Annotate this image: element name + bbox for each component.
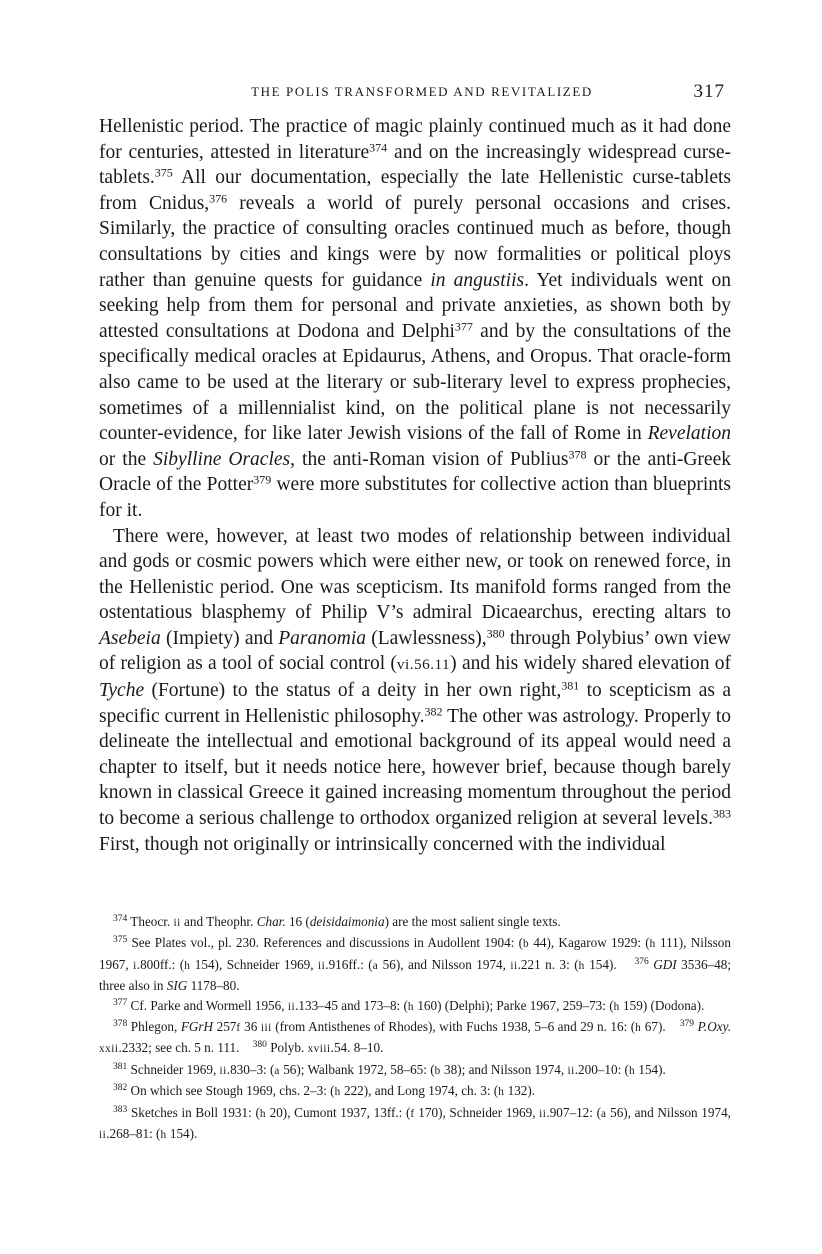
- note-text: Phlegon,: [127, 1019, 181, 1035]
- note-text: 56), and Nilsson 1974,: [606, 1104, 731, 1120]
- text-span: , the anti-Roman vision of Publius: [290, 448, 569, 470]
- note-smallcaps: h: [649, 938, 656, 951]
- footnote-ref-380[interactable]: 380: [486, 626, 505, 641]
- note-smallcaps: h: [259, 1107, 266, 1120]
- note-smallcaps: h: [160, 1129, 167, 1142]
- footnote-number: 374: [113, 913, 128, 924]
- paragraph-magic-and-oracles: [99, 114, 731, 524]
- note-italic: GDI: [653, 956, 677, 972]
- footnote-number: 382: [113, 1083, 128, 1094]
- note-text: See Plates vol., pl. 230. References and discussions in Audollent 1904: (: [127, 935, 523, 951]
- note-text: 154).: [635, 1061, 666, 1077]
- text-span: or the: [99, 448, 154, 470]
- footnote-378-380: [99, 1017, 731, 1060]
- italic-title: Sibylline Oracles: [153, 448, 291, 470]
- note-text: Sketches in Boll 1931: (: [127, 1104, 260, 1120]
- footnote-383: [99, 1103, 731, 1146]
- note-text: 36: [240, 1019, 261, 1035]
- note-text: 20), Cumont 1937, 13ff.: (: [265, 1104, 411, 1120]
- note-smallcaps: a: [274, 1064, 280, 1077]
- note-smallcaps: h: [613, 1000, 620, 1013]
- text-span: ) and his widely shared elevation of: [450, 653, 731, 675]
- footnote-ref-383[interactable]: 383: [713, 806, 731, 821]
- note-text: .200–10: (: [574, 1061, 629, 1077]
- note-text: .830–3: (: [226, 1061, 275, 1077]
- note-smallcaps: ii: [318, 959, 326, 972]
- text-span: Hellenistic period. The practice of magic plainly continued much as it had done for centuries, attested in literature: [99, 116, 731, 163]
- text-span: (Impiety) and: [160, 627, 279, 649]
- footnote-number: 376: [634, 956, 649, 967]
- note-italic: SIG: [166, 978, 188, 994]
- note-italic: P.Oxy.: [697, 1019, 732, 1035]
- text-span: and on the increasingly widespread curse-tablets.: [99, 141, 731, 189]
- note-smallcaps: f: [410, 1107, 415, 1120]
- note-smallcaps: b: [434, 1064, 441, 1077]
- italic-title: Revelation: [647, 423, 731, 445]
- note-smallcaps: ii: [99, 1129, 107, 1142]
- note-text: .268–81: (: [106, 1126, 161, 1142]
- note-text: and Theophr.: [180, 914, 257, 929]
- footnote-375-376: [99, 933, 731, 995]
- footnote-381: [99, 1060, 731, 1081]
- note-text: 154).: [584, 956, 617, 972]
- footnote-number: 375: [113, 935, 128, 946]
- note-text: 38); and Nilsson 1974,: [440, 1061, 568, 1077]
- note-smallcaps: ii: [539, 1107, 547, 1120]
- footnote-377: [99, 996, 731, 1017]
- note-text: 170), Schneider 1969,: [414, 1104, 540, 1120]
- note-smallcaps: ii: [567, 1064, 575, 1077]
- note-smallcaps: ii: [510, 959, 518, 972]
- note-smallcaps: a: [600, 1107, 607, 1120]
- text-span: to scepticism as a specific current in Hellenistic philosophy.: [99, 680, 731, 727]
- note-text: Cf. Parke and Wormell 1956,: [127, 997, 288, 1013]
- note-smallcaps: ii: [219, 1064, 227, 1077]
- footnote-number: 381: [113, 1061, 128, 1072]
- note-text: 222), and Long 1974, ch. 3: (: [340, 1083, 499, 1099]
- note-text: 1178–80.: [187, 978, 240, 994]
- note-smallcaps: h: [578, 959, 585, 972]
- italic-term: Paranomia: [278, 627, 366, 649]
- note-text: 154), Schneider 1969,: [190, 956, 319, 972]
- note-italic: FGrH: [180, 1019, 214, 1035]
- text-span: All our documentation, especially the late Hellenistic curse-tablets from Cnidus,: [99, 167, 731, 214]
- note-smallcaps: h: [407, 1000, 415, 1013]
- footnote-ref-376[interactable]: 376: [209, 191, 228, 206]
- note-text: 132).: [504, 1083, 536, 1099]
- footnote-ref-377[interactable]: 377: [454, 319, 473, 334]
- note-text: (from Antisthenes of Rhodes), with Fuchs 1938, 5–6 and 29 n. 16: (: [271, 1019, 636, 1035]
- footnote-ref-374[interactable]: 374: [369, 140, 388, 154]
- text-span: (Fortune) to the status of a deity in her own right,: [144, 680, 562, 702]
- note-text: 3536–48; three also in: [99, 956, 731, 994]
- note-text: 16 (: [285, 914, 310, 929]
- text-span: reveals a world of purely personal occasions and crises. Similarly, the practice of consulting oracles continued much as before, though consultations by cities and kings were by now formalities or political ploys rather than genuine quests for guidance: [99, 192, 731, 291]
- note-text: 44), Kagarow 1929: (: [529, 935, 650, 951]
- note-text: 160) (Delphi); Parke 1967, 259–73: (: [414, 997, 614, 1013]
- note-smallcaps: h: [628, 1064, 636, 1077]
- note-text: .2332; see ch. 5 n. 111.: [118, 1040, 240, 1056]
- note-text: .800ff.: (: [136, 956, 185, 972]
- note-smallcaps: a: [372, 959, 379, 972]
- note-smallcaps: xxii: [99, 1043, 119, 1056]
- note-text: .54. 8–10.: [330, 1040, 384, 1056]
- footnote-number: 380: [252, 1040, 267, 1051]
- footnote-382: [99, 1081, 731, 1102]
- note-text: 111), Nilsson 1967,: [99, 935, 731, 972]
- note-smallcaps: h: [334, 1086, 341, 1099]
- text-span: (Lawlessness),: [366, 627, 487, 649]
- italic-term: Asebeia: [99, 627, 161, 649]
- note-smallcaps: ii: [287, 1000, 296, 1013]
- italic-phrase: in angustiis: [430, 269, 525, 291]
- footnote-number: 377: [113, 997, 128, 1008]
- note-smallcaps: ii: [173, 917, 181, 929]
- footnotes: [99, 912, 731, 1145]
- page-number: 317: [693, 81, 725, 102]
- note-smallcaps: i: [133, 959, 137, 972]
- note-italic: deisidaimonia: [309, 914, 385, 929]
- note-text: 257: [213, 1019, 237, 1035]
- footnote-ref-379[interactable]: 379: [253, 472, 272, 487]
- note-text: 67).: [641, 1019, 666, 1035]
- text-span: . Yet individuals went on seeking help from them for personal and private anxieties, as shown both by attested consultations at Dodona and Delphi: [99, 269, 731, 342]
- note-smallcaps: b: [522, 938, 530, 951]
- note-text: 56); Walbank 1972, 58–65: (: [279, 1061, 435, 1077]
- note-text: 159) (Dodona).: [619, 997, 705, 1013]
- text-span: The other was astrology. Properly to delineate the intellectual and emotional background of its appeal would need a chapter to itself, but it needs notice here, however brief, because though barely known in classical Greece it gained increasing momentum throughout the period to become a serious challenge to orthodox organized religion at several levels.: [99, 705, 731, 830]
- note-text: .907–12: (: [546, 1104, 601, 1120]
- text-span: First, though not originally or intrinsically concerned with the individual: [99, 833, 666, 855]
- note-text: 154).: [166, 1126, 198, 1142]
- note-text: 56), and Nilsson 1974,: [378, 956, 511, 972]
- note-smallcaps: iii: [260, 1022, 272, 1035]
- citation-ref: vi.56.11: [396, 656, 451, 674]
- text-span: or the anti-Greek Oracle of the Potter: [99, 448, 731, 496]
- note-text: Schneider 1969,: [127, 1061, 220, 1077]
- footnote-ref-382[interactable]: 382: [424, 704, 443, 719]
- footnote-ref-378[interactable]: 378: [568, 447, 587, 462]
- text-span: There were, however, at least two modes of relationship between individual and gods or cosmic powers which were either new, or took on renewed force, in the Hellenistic period. One was scepticism. Its manifold forms ranged from the ostentatious blasphemy of Philip V’s admiral Dicaearchus, erecting altars to: [99, 525, 731, 624]
- footnote-ref-375[interactable]: 375: [154, 165, 173, 180]
- footnote-374: [99, 912, 731, 933]
- note-smallcaps: xviii: [307, 1043, 331, 1056]
- running-head: [99, 82, 731, 104]
- note-italic: Char.: [256, 914, 286, 929]
- note-text: ) are the most salient single texts.: [384, 914, 561, 929]
- text-span: and by the consultations of the specifically medical oracles at Epidaurus, Athens, and Oropus. That oracle-form also came to be used at the literary or sub-literary level to express prophecies, sometimes of a millennialist kind, on the political plane is not necessarily counter-evidence, for like later Jewish visions of the fall of Rome in: [99, 320, 731, 445]
- footnote-number: 378: [113, 1018, 128, 1029]
- body-text: [99, 114, 731, 857]
- note-text: .916ff.: (: [325, 956, 373, 972]
- note-text: On which see Stough 1969, chs. 2–3: (: [127, 1083, 335, 1099]
- note-smallcaps: h: [635, 1022, 642, 1035]
- text-span: through Polybius’ own view of religion as a tool of social control (: [99, 627, 732, 675]
- footnote-number: 379: [679, 1018, 695, 1029]
- footnote-number: 383: [113, 1104, 128, 1115]
- italic-term: Tyche: [99, 680, 145, 702]
- note-text: .133–45 and 173–8: (: [295, 997, 408, 1013]
- text-span: were more substitutes for collective action than blueprints for it.: [99, 474, 731, 521]
- note-text: .221 n. 3: (: [517, 956, 579, 972]
- note-smallcaps: h: [184, 959, 191, 972]
- note-text: Polyb.: [266, 1040, 308, 1056]
- paragraph-scepticism-astrology: [99, 524, 731, 858]
- footnote-ref-381[interactable]: 381: [561, 678, 580, 693]
- note-smallcaps: h: [498, 1086, 505, 1099]
- note-smallcaps: f: [236, 1022, 241, 1035]
- running-title: THE POLIS TRANSFORMED AND REVITALIZED: [251, 84, 593, 99]
- note-text: Theocr.: [127, 914, 174, 929]
